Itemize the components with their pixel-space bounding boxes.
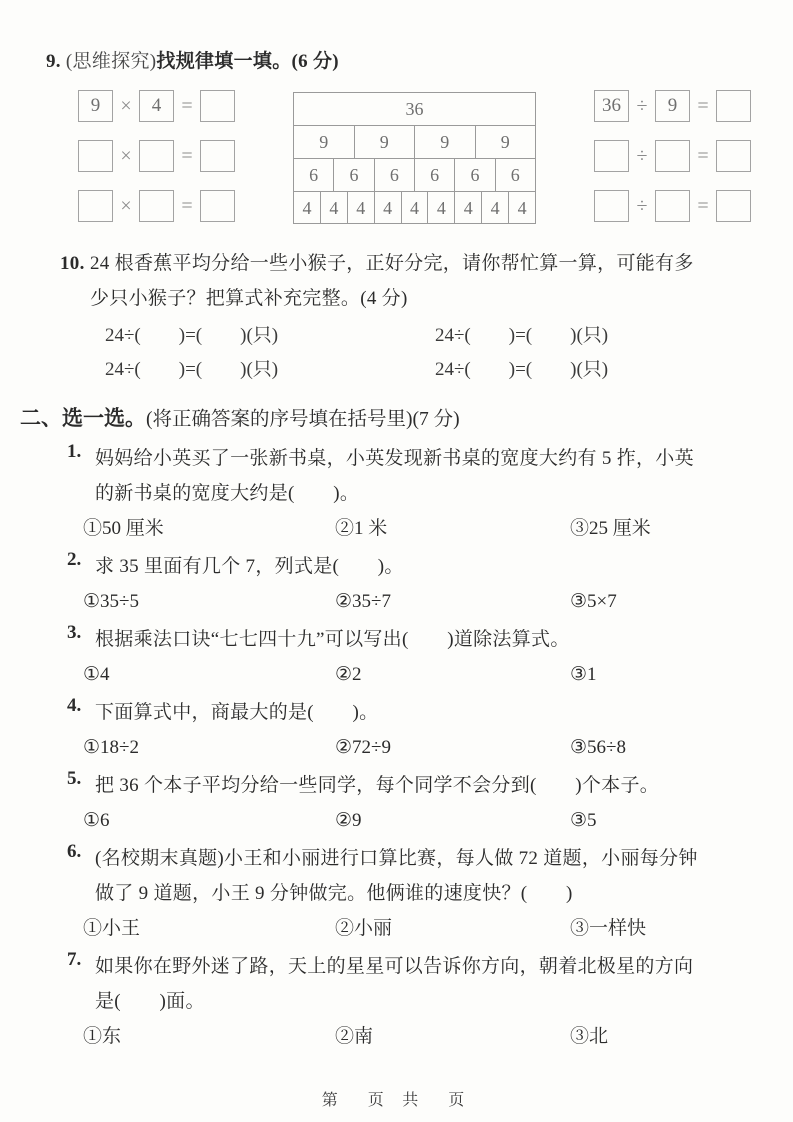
answer-box[interactable] <box>139 140 174 172</box>
question-text: 妈妈给小英买了一张新书桌，小英发现新书桌的宽度大约有 5 拃，小英 <box>95 448 694 469</box>
mc-question-2 <box>20 549 765 619</box>
section-2 <box>20 400 765 1054</box>
option-1: ①东 <box>83 1026 122 1047</box>
page-footer: 第 页 共 页 <box>321 1092 472 1109</box>
answer-box[interactable] <box>139 190 174 222</box>
question-number: 10. <box>60 253 85 274</box>
answer-box[interactable] <box>716 90 751 122</box>
times-sign: × <box>120 94 132 117</box>
question-number: 5. <box>67 768 82 789</box>
section-note: (将正确答案的序号填在括号里)(7 分) <box>146 409 460 430</box>
div-equation-row <box>594 190 751 222</box>
question-9 <box>20 46 765 224</box>
question-text: 求 35 里面有几个 7，列式是( )。 <box>95 556 404 577</box>
equals-sign: = <box>697 94 709 117</box>
option-2: ②9 <box>335 810 362 831</box>
option-2: ②2 <box>335 664 362 685</box>
equals-sign: = <box>181 144 193 167</box>
answer-box[interactable]: 36 <box>594 90 629 122</box>
question-10-line-1 <box>20 246 765 281</box>
option-1: ①4 <box>83 664 110 685</box>
bar-cell: 4 <box>427 192 454 224</box>
div-equation-row <box>594 140 751 172</box>
question-text: (名校期末真题)小王和小丽进行口算比赛，每人做 72 道题，小丽每分钟 <box>95 848 698 869</box>
question-text: 做了 9 道题，小王 9 分钟做完。他俩谁的速度快？( ) <box>95 883 573 904</box>
question-9-header <box>20 46 765 78</box>
mc-question-6 <box>20 841 765 946</box>
bar-row-9s <box>294 125 535 158</box>
answer-box[interactable] <box>78 140 113 172</box>
question-10-line-2 <box>20 281 765 316</box>
equals-sign: = <box>697 194 709 217</box>
pattern-figure <box>20 90 765 224</box>
option-1: ①35÷5 <box>83 591 139 612</box>
answer-box[interactable] <box>200 90 235 122</box>
options-row <box>83 911 765 946</box>
mult-equation-row <box>78 140 235 172</box>
equals-sign: = <box>181 194 193 217</box>
options-row <box>83 1019 765 1054</box>
bar-cell: 4 <box>401 192 428 224</box>
answer-box[interactable] <box>655 140 690 172</box>
question-number: 2. <box>67 549 82 570</box>
bar-cell: 4 <box>374 192 401 224</box>
bar-model-table <box>293 92 536 224</box>
divide-sign: ÷ <box>636 194 648 217</box>
mc-question-1 <box>20 441 765 546</box>
question-number: 3. <box>67 622 82 643</box>
answer-box[interactable] <box>200 140 235 172</box>
multiplication-equations <box>78 90 235 222</box>
fill-in-equation[interactable]: 24÷( )=( )(只) <box>435 325 609 346</box>
option-1: ①50 厘米 <box>83 518 164 539</box>
question-title: 找规律填一填。 <box>156 51 292 72</box>
question-number: 7. <box>67 949 82 970</box>
bar-row-4s <box>294 191 535 224</box>
bar-row-6s <box>294 158 535 191</box>
option-1: ①6 <box>83 810 110 831</box>
fill-in-equations <box>105 319 765 387</box>
div-equation-row <box>594 90 751 122</box>
bar-row-36 <box>294 93 535 125</box>
times-sign: × <box>120 144 132 167</box>
question-text: 是( )面。 <box>95 991 205 1012</box>
answer-box[interactable] <box>716 140 751 172</box>
option-3: ③北 <box>570 1026 609 1047</box>
equals-sign: = <box>181 94 193 117</box>
answer-box[interactable]: 9 <box>655 90 690 122</box>
option-1: ①小王 <box>83 918 141 939</box>
option-3: ③56÷8 <box>570 737 626 758</box>
answer-box[interactable]: 9 <box>78 90 113 122</box>
bar-cell: 4 <box>302 197 312 218</box>
bar-cell: 9 <box>414 126 475 158</box>
answer-box[interactable] <box>594 140 629 172</box>
bar-cell: 9 <box>354 126 415 158</box>
option-2: ②1 米 <box>335 518 388 539</box>
answer-box[interactable] <box>655 190 690 222</box>
bar-cell: 4 <box>508 192 535 224</box>
bar-cell: 4 <box>347 192 374 224</box>
bar-cell: 6 <box>495 159 535 191</box>
bar-cell: 6 <box>414 159 454 191</box>
option-2: ②35÷7 <box>335 591 391 612</box>
answer-box[interactable] <box>594 190 629 222</box>
question-text: 少只小猴子？把算式补充完整。(4 分) <box>90 288 408 309</box>
question-text: 的新书桌的宽度大约是( )。 <box>95 483 360 504</box>
options-row <box>83 730 765 765</box>
mc-question-3 <box>20 622 765 692</box>
bar-cell: 6 <box>309 164 319 185</box>
options-row <box>83 584 765 619</box>
divide-sign: ÷ <box>636 144 648 167</box>
question-text: 下面算式中，商最大的是( )。 <box>95 702 379 723</box>
answer-box[interactable] <box>200 190 235 222</box>
bar-cell: 4 <box>481 192 508 224</box>
option-3: ③25 厘米 <box>570 518 651 539</box>
option-2: ②72÷9 <box>335 737 391 758</box>
answer-box[interactable] <box>78 190 113 222</box>
fill-in-equation[interactable]: 24÷( )=( )(只) <box>105 359 279 380</box>
bar-cell: 36 <box>405 98 424 119</box>
option-3: ③一样快 <box>570 918 647 939</box>
fill-in-equation[interactable]: 24÷( )=( )(只) <box>435 359 609 380</box>
bar-cell: 4 <box>454 192 481 224</box>
question-number: 4. <box>67 695 82 716</box>
bar-cell: 4 <box>320 192 347 224</box>
mult-equation-row <box>78 190 235 222</box>
section-2-header <box>20 400 765 438</box>
bar-cell: 6 <box>374 159 414 191</box>
answer-box[interactable] <box>716 190 751 222</box>
bar-cell: 6 <box>454 159 494 191</box>
question-number: 9. <box>46 51 61 72</box>
option-1: ①18÷2 <box>83 737 139 758</box>
question-text: 如果你在野外迷了路，天上的星星可以告诉你方向，朝着北极星的方向 <box>95 956 694 977</box>
times-sign: × <box>120 194 132 217</box>
options-row <box>83 511 765 546</box>
answer-box[interactable]: 4 <box>139 90 174 122</box>
mult-equation-row <box>78 90 235 122</box>
option-3: ③5 <box>570 810 597 831</box>
bar-cell: 9 <box>319 131 329 152</box>
question-text: 24 根香蕉平均分给一些小猴子，正好分完，请你帮忙算一算，可能有多 <box>90 253 694 274</box>
question-tag: (思维探究) <box>65 51 157 72</box>
mc-question-4 <box>20 695 765 765</box>
section-title: 二、选一选。 <box>20 406 146 430</box>
option-3: ③1 <box>570 664 597 685</box>
options-row <box>83 657 765 692</box>
question-number: 1. <box>67 441 82 462</box>
question-points: (6 分) <box>291 51 339 72</box>
question-text: 把 36 个本子平均分给一些同学，每个同学不会分到( )个本子。 <box>95 775 660 796</box>
mc-question-5 <box>20 768 765 838</box>
question-text: 根据乘法口诀“七七四十九”可以写出( )道除法算式。 <box>95 629 570 650</box>
division-equations <box>594 90 751 222</box>
bar-cell: 6 <box>333 159 373 191</box>
option-2: ②南 <box>335 1026 374 1047</box>
question-number: 6. <box>67 841 82 862</box>
fill-in-equation[interactable]: 24÷( )=( )(只) <box>105 325 279 346</box>
option-2: ②小丽 <box>335 918 393 939</box>
equals-sign: = <box>697 144 709 167</box>
divide-sign: ÷ <box>636 94 648 117</box>
question-10 <box>20 246 765 387</box>
options-row <box>83 803 765 838</box>
bar-cell: 9 <box>475 126 536 158</box>
mc-question-7 <box>20 949 765 1054</box>
option-3: ③5×7 <box>570 591 617 612</box>
